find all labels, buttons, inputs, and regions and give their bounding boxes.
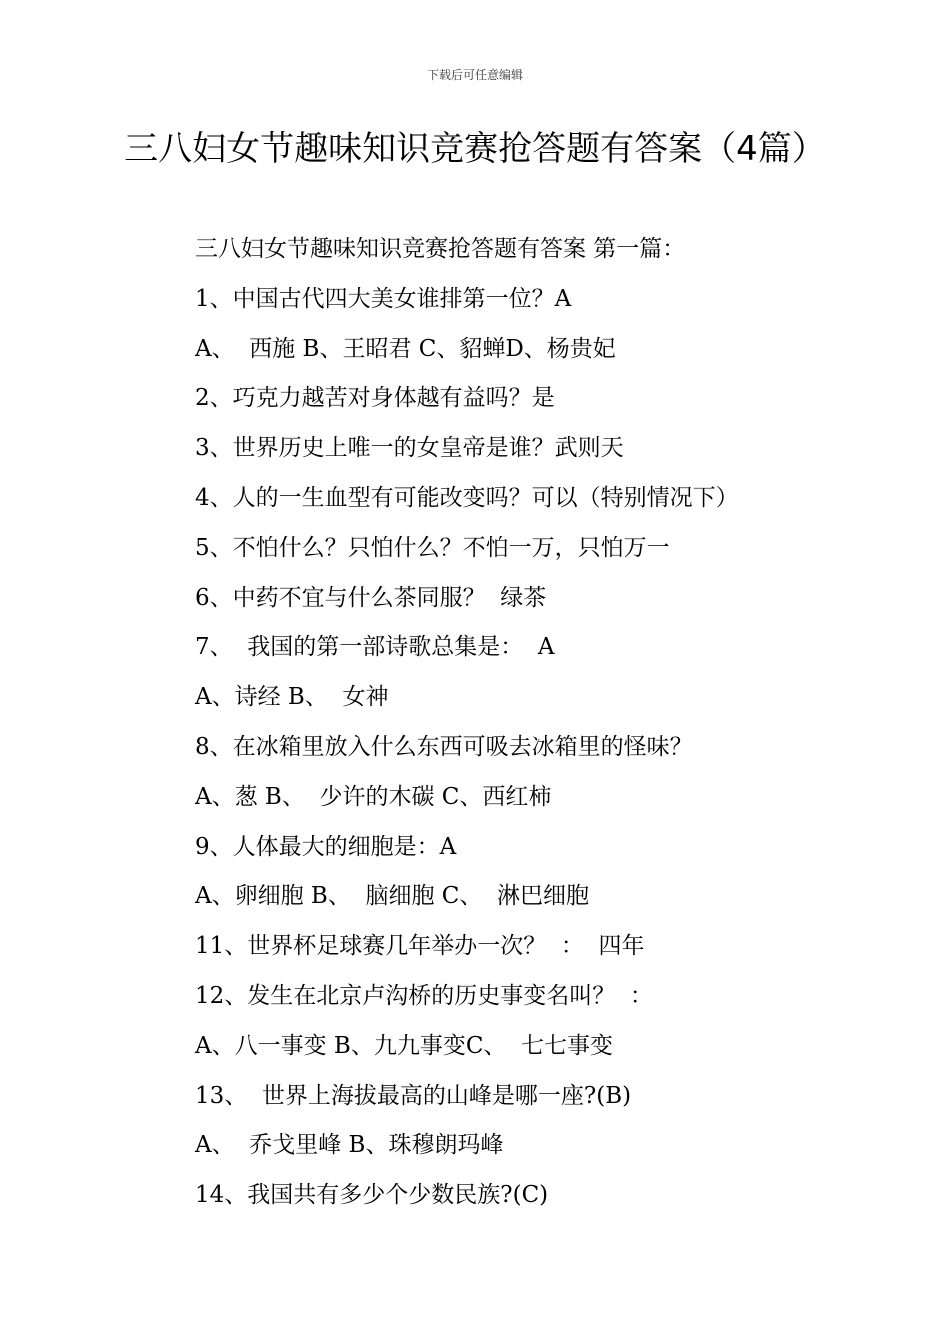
document-title: 三八妇女节趣味知识竞赛抢答题有答案（4篇） (124, 129, 826, 169)
question-line: 8、在冰箱里放入什么东西可吸去冰箱里的怪味？ (195, 733, 693, 760)
document-body (195, 229, 895, 1225)
options-line: A、 乔戈里峰 B、珠穆朗玛峰 (195, 1132, 504, 1159)
options-line: A、八一事变 B、九九事变C、 七七事变 (195, 1032, 614, 1059)
header-note: 下载后可任意编辑 (426, 68, 523, 82)
question-line: 4、人的一生血型有可能改变吗？可以（特别情况下） (195, 484, 739, 511)
question-line: 2、巧克力越苦对身体越有益吗？是 (195, 385, 555, 412)
question-line: 6、中药不宜与什么茶同服？ 绿茶 (195, 584, 547, 611)
question-line: 3、世界历史上唯一的女皇帝是谁？武则天 (195, 435, 624, 462)
question-line: 9、人体最大的细胞是：A (195, 833, 457, 860)
question-line: 14、我国共有多少个少数民族?(C) (195, 1182, 549, 1209)
question-line: 13、 世界上海拔最高的山峰是哪一座?(B) (195, 1082, 632, 1109)
options-line: A、诗经 B、 女神 (195, 684, 389, 711)
question-line: 12、发生在北京卢沟桥的历史事变名叫？ ： (195, 982, 653, 1009)
intro-line: 三八妇女节趣味知识竞赛抢答题有答案 第一篇： (195, 236, 686, 262)
options-line: A、 西施 B、王昭君 C、貂蝉D、杨贵妃 (195, 335, 616, 362)
options-line: A、葱 B、 少许的木碳 C、西红柿 (195, 783, 552, 810)
question-line: 1、中国古代四大美女谁排第一位？A (195, 285, 572, 312)
question-line: 11、世界杯足球赛几年举办一次？ ： 四年 (195, 933, 645, 960)
question-line: 5、不怕什么？只怕什么？不怕一万，只怕万一 (195, 534, 670, 561)
question-line: 7、 我国的第一部诗歌总集是： A (195, 634, 555, 661)
options-line: A、卵细胞 B、 脑细胞 C、 淋巴细胞 (195, 883, 589, 910)
